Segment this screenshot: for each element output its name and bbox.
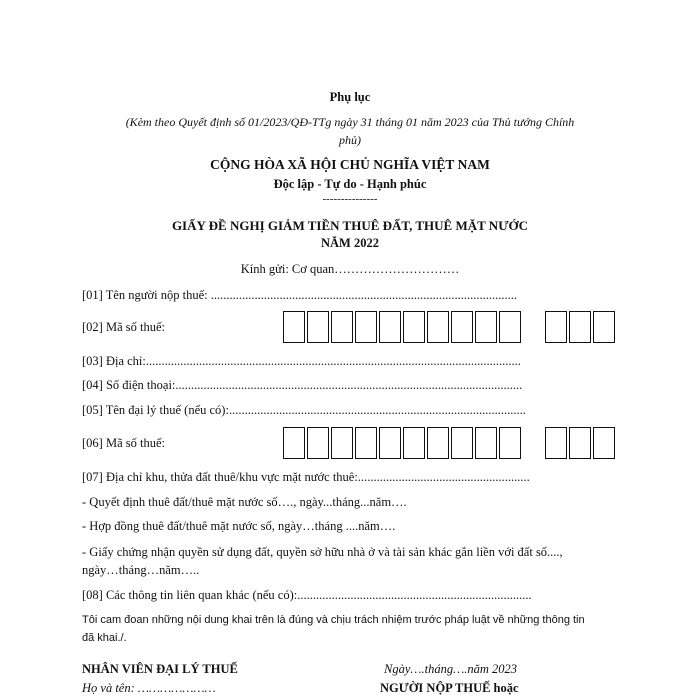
republic-heading: CỘNG HÒA XÃ HỘI CHỦ NGHĨA VIỆT NAM — [210, 157, 490, 172]
tax-code-grid-suffix[interactable] — [545, 311, 617, 343]
tax-code-cell[interactable] — [283, 427, 305, 459]
tax-code-cell[interactable] — [593, 427, 615, 459]
agent-tax-code-grid-suffix[interactable] — [545, 427, 617, 459]
agent-signature-title: NHÂN VIÊN ĐẠI LÝ THUẾ — [82, 662, 238, 676]
tax-code-cell[interactable] — [427, 427, 449, 459]
field-phone[interactable]: [04] Số điện thoại:............................................................................................................... — [82, 378, 523, 392]
tax-code-cell[interactable] — [331, 311, 353, 343]
tax-code-cell[interactable] — [569, 311, 591, 343]
tax-code-cell[interactable] — [569, 427, 591, 459]
declaration-line2: đã khai./. — [82, 632, 127, 644]
tax-code-cell[interactable] — [451, 311, 473, 343]
tax-code-cell[interactable] — [427, 311, 449, 343]
recipient-line: Kính gửi: Cơ quan………………………… — [240, 262, 460, 276]
declaration-line1: Tôi cam đoan những nội dung khai trên là đúng và chịu trách nhiệm trước pháp luật về những thông tin — [82, 614, 585, 626]
signature-date[interactable]: Ngày….tháng….năm 2023 — [384, 662, 517, 676]
tax-code-cell[interactable] — [379, 427, 401, 459]
motto: Độc lập - Tự do - Hạnh phúc — [273, 177, 427, 191]
tax-code-cell[interactable] — [307, 427, 329, 459]
tax-code-cell[interactable] — [545, 311, 567, 343]
tax-code-cell[interactable] — [475, 311, 497, 343]
appendix-subtitle-line2: phủ) — [339, 133, 361, 147]
tax-code-cell[interactable] — [283, 311, 305, 343]
field-other-info[interactable]: [08] Các thông tin liên quan khác (nếu có):........................................................................... — [82, 588, 532, 602]
land-decision-line[interactable]: - Quyết định thuê đất/thuê mặt nước số…., ngày...tháng...năm…. — [82, 495, 407, 509]
agent-tax-code-grid-main[interactable] — [283, 427, 523, 459]
tax-code-cell[interactable] — [379, 311, 401, 343]
form-title-line1: GIẤY ĐỀ NGHỊ GIẢM TIỀN THUÊ ĐẤT, THUÊ MẶT NƯỚC — [171, 218, 529, 233]
form-title-line2: NĂM 2022 — [321, 236, 379, 250]
tax-code-cell[interactable] — [475, 427, 497, 459]
field-land-address[interactable]: [07] Địa chỉ khu, thửa đất thuê/khu vực mặt nước thuê:....................................................... — [82, 470, 530, 484]
tax-code-cell[interactable] — [355, 427, 377, 459]
land-certificate-line2[interactable]: ngày…tháng…năm….. — [82, 563, 200, 577]
tax-code-cell[interactable] — [355, 311, 377, 343]
tax-code-cell[interactable] — [593, 311, 615, 343]
field-address[interactable]: [03] Địa chỉ:........................................................................................................................ — [82, 354, 521, 368]
motto-divider: --------------- — [322, 193, 378, 205]
field-taxpayer-name[interactable]: [01] Tên người nộp thuế: .................................................................................................. — [82, 288, 518, 302]
tax-code-cell[interactable] — [331, 427, 353, 459]
taxpayer-signature-title: NGƯỜI NỘP THUẾ hoặc — [380, 681, 519, 695]
field-agent-tax-code-label: [06] Mã số thuế: — [82, 436, 165, 450]
appendix-subtitle-line1: (Kèm theo Quyết định số 01/2023/QĐ-TTg ngày 31 tháng 01 năm 2023 của Thủ tướng Chính — [125, 115, 575, 129]
field-tax-code-label: [02] Mã số thuế: — [82, 320, 165, 334]
agent-name-line[interactable]: Họ và tên: ………………… — [82, 681, 216, 695]
tax-code-cell[interactable] — [545, 427, 567, 459]
tax-code-cell[interactable] — [403, 427, 425, 459]
tax-code-grid-main[interactable] — [283, 311, 523, 343]
land-contract-line[interactable]: - Hợp đồng thuê đất/thuê mặt nước số, ngày…tháng ....năm…. — [82, 519, 396, 533]
tax-code-cell[interactable] — [403, 311, 425, 343]
field-tax-agent-name[interactable]: [05] Tên đại lý thuế (nếu có):............................................................................................... — [82, 403, 526, 417]
tax-code-cell[interactable] — [499, 311, 521, 343]
tax-code-cell[interactable] — [499, 427, 521, 459]
appendix-title: Phụ lục — [329, 90, 371, 104]
tax-code-cell[interactable] — [307, 311, 329, 343]
land-certificate-line1[interactable]: - Giấy chứng nhận quyền sử dụng đất, quyền sở hữu nhà ở và tài sản khác gắn liền với đất số...., — [82, 545, 563, 559]
tax-code-cell[interactable] — [451, 427, 473, 459]
